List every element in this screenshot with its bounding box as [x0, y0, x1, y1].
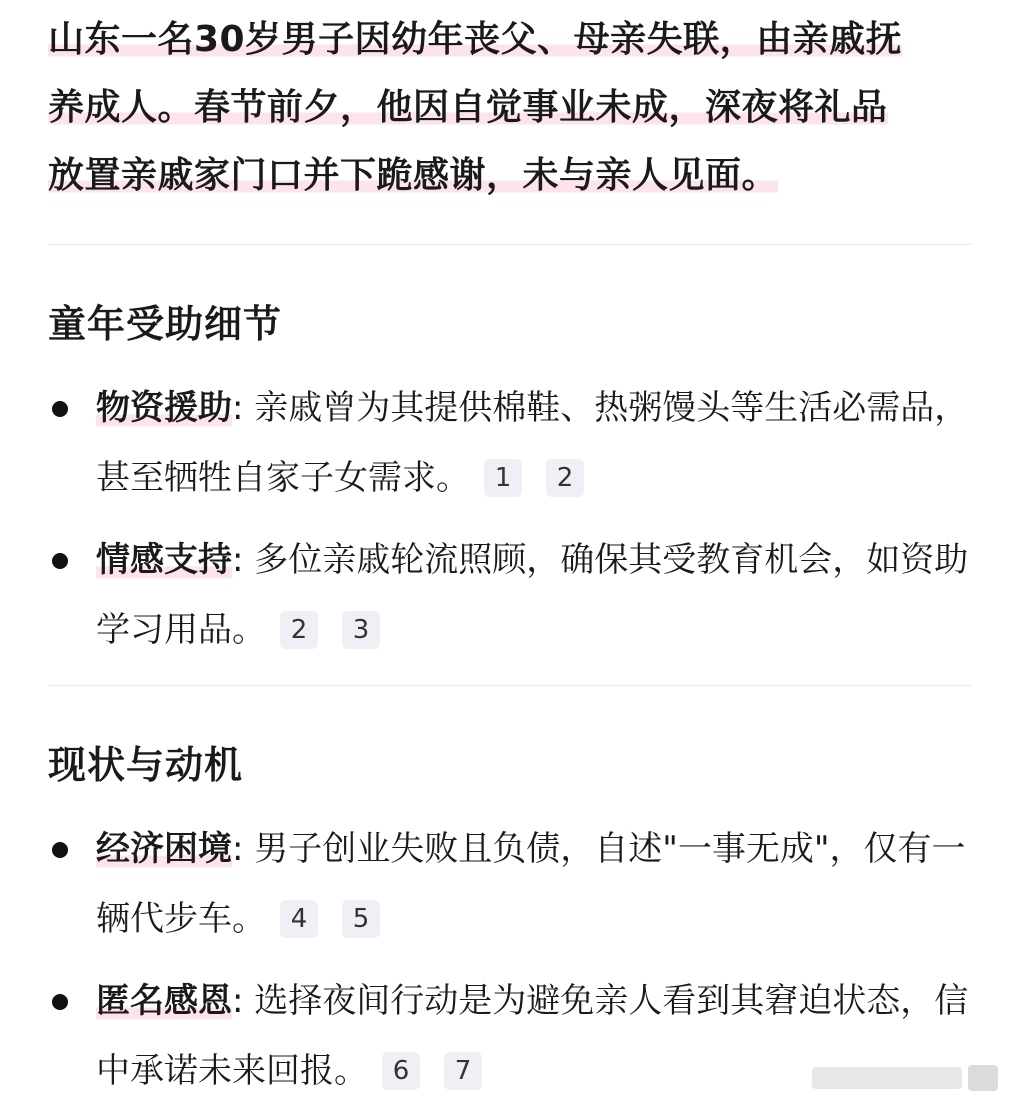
list-item — [48, 373, 972, 513]
citation-badge[interactable]: 2 — [280, 611, 318, 649]
watermark-logo-icon — [812, 1061, 1002, 1095]
bullet-heading: 情感支持 — [96, 540, 232, 580]
list-item — [48, 525, 972, 665]
bullet-dot-icon — [52, 553, 68, 569]
bullet-text: 男子创业失败且负债，自述"一事无成"，仅有一辆代步车。 — [96, 829, 966, 939]
citation-badge[interactable]: 4 — [280, 900, 318, 938]
bullet-text: 选择夜间行动是为避免亲人看到其窘迫状态，信中承诺未来回报。 — [96, 981, 969, 1091]
bullet-text: 多位亲戚轮流照顾，确保其受教育机会，如资助学习用品。 — [96, 540, 969, 650]
bullet-colon: : — [232, 540, 244, 580]
article-content — [48, 0, 972, 1117]
section-title-current-status: 现状与动机 — [48, 743, 244, 787]
summary-paragraph — [48, 0, 972, 210]
bullet-heading: 经济困境 — [96, 829, 232, 869]
bullet-dot-icon — [52, 994, 68, 1010]
bullet-colon: : — [232, 981, 244, 1021]
summary-line-2: 养成人。春节前夕，他因自觉事业未成，深夜将礼品 — [48, 87, 888, 128]
citation-badge[interactable]: 6 — [382, 1052, 420, 1090]
list-item — [48, 814, 972, 954]
bullet-dot-icon — [52, 401, 68, 417]
bullet-heading: 物资援助 — [96, 388, 232, 428]
bullet-colon: : — [232, 388, 244, 428]
summary-line-1: 山东一名30岁男子因幼年丧父、母亲失联，由亲戚抚 — [48, 19, 903, 60]
bullet-dot-icon — [52, 842, 68, 858]
bullet-text: 亲戚曾为其提供棉鞋、热粥馒头等生活必需品，甚至牺牲自家子女需求。 — [96, 388, 969, 498]
citation-badge[interactable]: 2 — [546, 459, 584, 497]
section-title-childhood: 童年受助细节 — [48, 302, 283, 346]
section-divider — [48, 685, 972, 686]
summary-line-3: 放置亲戚家门口并下跪感谢，未与亲人见面。 — [48, 155, 779, 196]
bullet-list-childhood — [48, 373, 972, 665]
citation-badge[interactable]: 3 — [342, 611, 380, 649]
section-divider — [48, 244, 972, 245]
citation-badge[interactable]: 1 — [484, 459, 522, 497]
citation-badge[interactable]: 5 — [342, 900, 380, 938]
bullet-heading: 匿名感恩 — [96, 981, 232, 1021]
citation-badge[interactable]: 7 — [444, 1052, 482, 1090]
bullet-colon: : — [232, 829, 244, 869]
